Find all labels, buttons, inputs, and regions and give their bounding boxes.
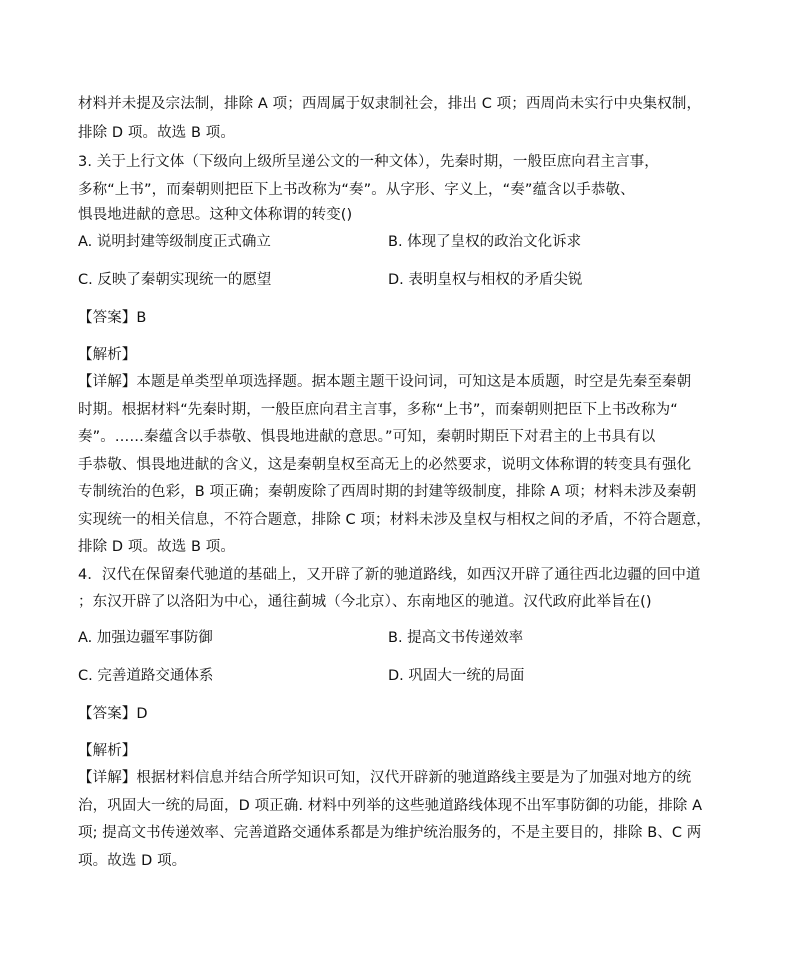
q3-analysis-line: 实现统一的相关信息，不符合题意，排除 C 项；材料未涉及皇权与相权之间的矛盾，不符合题意，: [78, 512, 711, 528]
q4-analysis-line: 项。故选 D 项。: [78, 853, 187, 869]
q4-option-b: B. 提高文书传递效率: [388, 630, 524, 646]
q3-analysis-line: 专制统治的色彩，B 项正确；秦朝废除了西周时期的封建等级制度，排除 A 项；材料未涉及秦朝: [78, 484, 697, 500]
q4-option-d: D. 巩固大一统的局面: [388, 668, 525, 684]
q4-analysis-line: 【详解】根据材料信息并结合所学知识可知，汉代开辟新的驰道路线主要是为了加强对地方的统: [78, 770, 692, 786]
q4-stem-line: 4．汉代在保留秦代驰道的基础上，又开辟了新的驰道路线，如西汉开辟了通往西北边疆的回中道: [78, 567, 701, 583]
q3-stem-line: 多称“上书”，而秦朝则把臣下上书改称为“奏”。从字形、字义上，“奏”蕴含以手恭敬、: [78, 182, 635, 198]
q3-stem-line: 3. 关于上行文体（下级向上级所呈递公文的一种文体），先秦时期，一般臣庶向君主言事，: [78, 154, 659, 170]
q3-option-a: A. 说明封建等级制度正式确立: [78, 234, 271, 250]
q4-option-a: A. 加强边疆军事防御: [78, 630, 213, 646]
prev-explanation-line: 材料并未提及宗法制，排除 A 项；西周属于奴隶制社会，排出 C 项；西周尚未实行中央集权制，: [78, 96, 702, 112]
q4-option-c: C. 完善道路交通体系: [78, 668, 214, 684]
q4-analysis-title: 【解析】: [78, 743, 137, 759]
q4-answer: 【答案】D: [78, 706, 148, 722]
q4-analysis-line: 项; 提高文书传递效率、完善道路交通体系都是为维护统治服务的，不是主要目的，排除 B、C 两: [78, 825, 702, 841]
q3-analysis-line: 排除 D 项。故选 B 项。: [78, 539, 235, 555]
q3-stem-line: 惧畏地进献的意思。这种文体称谓的转变(): [78, 207, 353, 223]
prev-explanation-line: 排除 D 项。故选 B 项。: [78, 125, 235, 141]
q3-answer: 【答案】B: [78, 310, 147, 326]
q3-option-b: B. 体现了皇权的政治文化诉求: [388, 234, 582, 250]
q3-analysis-line: 时期。根据材料“先秦时期，一般臣庶向君主言事，多称“上书”，而秦朝则把臣下上书改称为“: [78, 402, 678, 418]
q3-option-c: C. 反映了秦朝实现统一的愿望: [78, 272, 272, 288]
q3-analysis-title: 【解析】: [78, 347, 137, 363]
q3-analysis-line: 【详解】本题是单类型单项选择题。据本题主题干设问词，可知这是本质题，时空是先秦至秦朝: [78, 374, 692, 390]
q3-analysis-line: 手恭敬、惧畏地进献的含义，这是秦朝皇权至高无上的必然要求，说明文体称谓的转变具有强化: [78, 457, 692, 473]
q4-stem-line: ；东汉开辟了以洛阳为中心，通往蓟城（今北京）、东南地区的驰道。汉代政府此举旨在(): [78, 594, 652, 610]
q3-option-d: D. 表明皇权与相权的矛盾尖锐: [388, 272, 583, 288]
q4-analysis-line: 治，巩固大一统的局面，D 项正确. 材料中列举的这些驰道路线体现不出军事防御的功能，排除 A: [78, 798, 703, 814]
q3-analysis-line: 奏”。……秦蕴含以手恭敬、惧畏地进献的意思。”可知，秦朝时期臣下对君主的上书具有以: [78, 429, 656, 445]
